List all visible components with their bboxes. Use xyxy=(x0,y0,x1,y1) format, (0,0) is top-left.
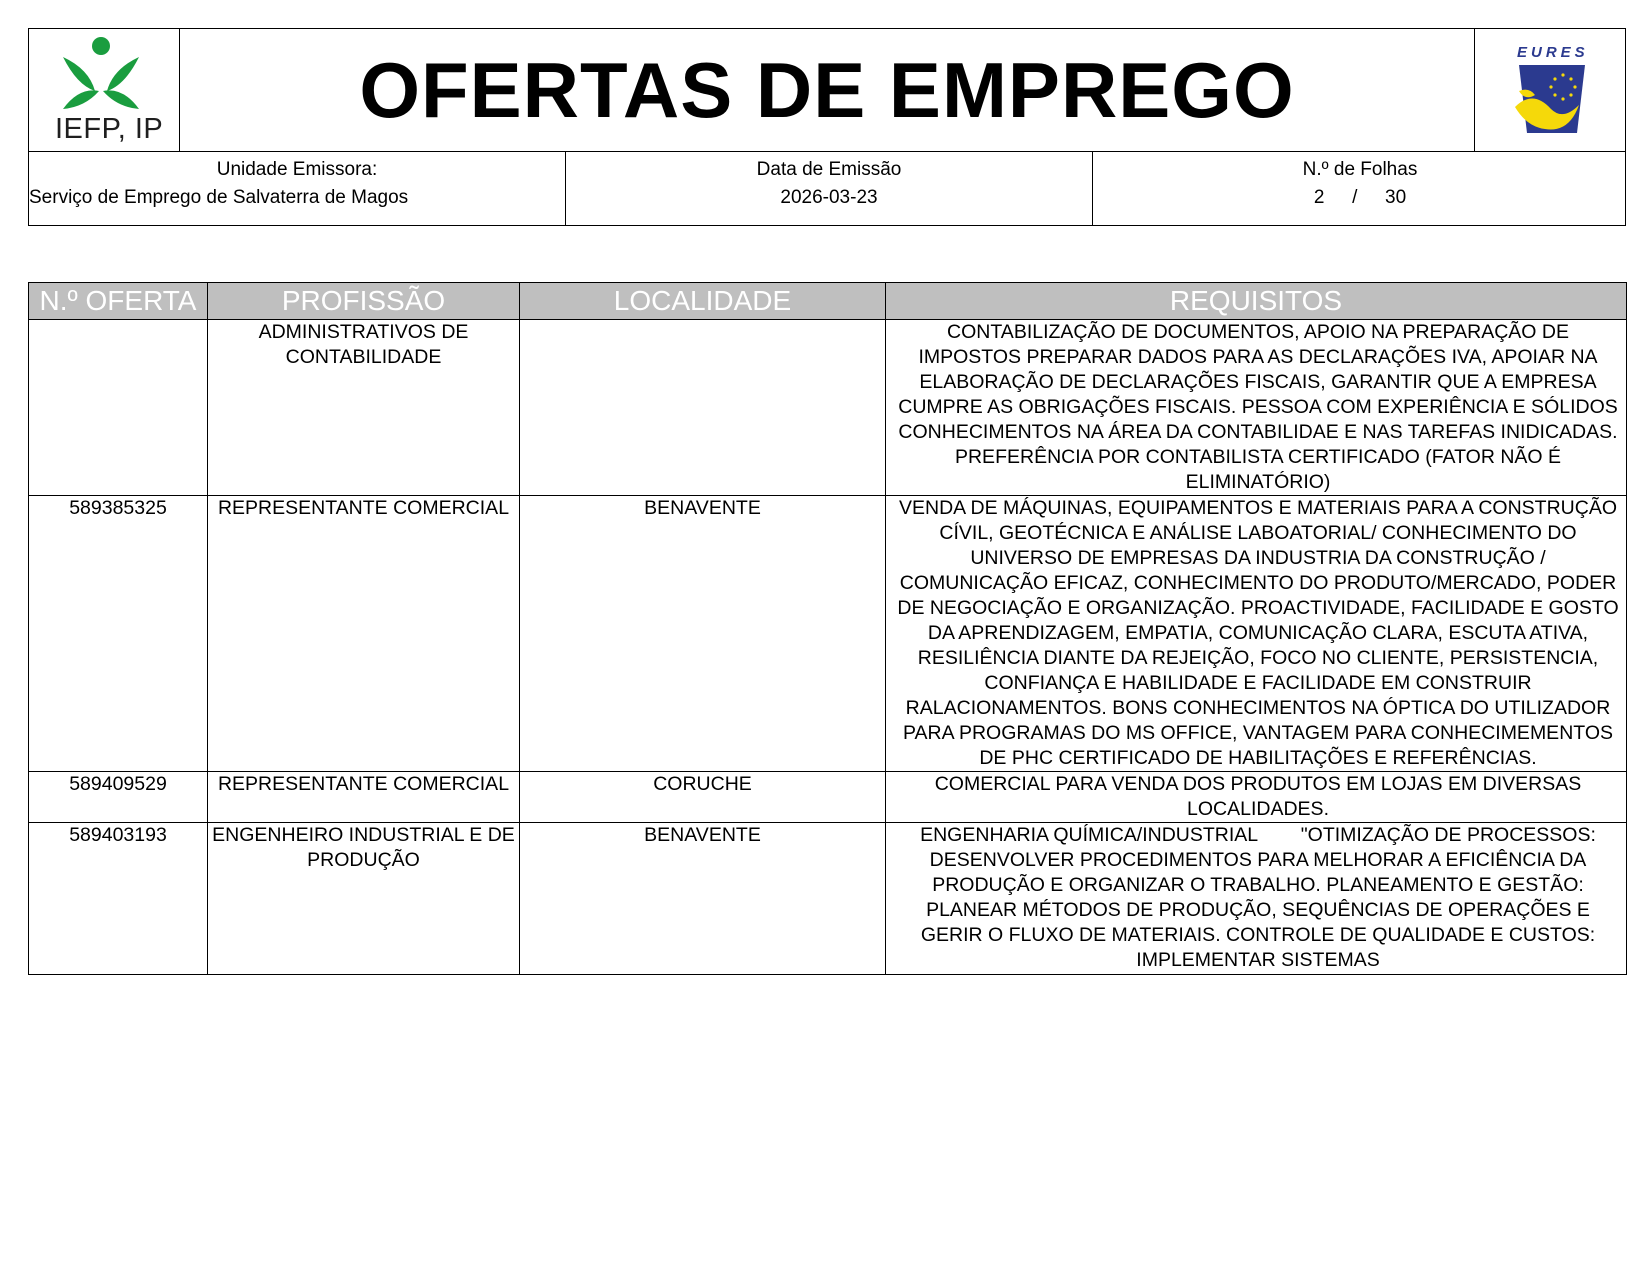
cell-profissao: ENGENHEIRO INDUSTRIAL E DE PRODUÇÃO xyxy=(208,823,520,975)
folhas-total: 30 xyxy=(1385,187,1407,208)
data-emissao-label: Data de Emissão xyxy=(756,159,902,180)
header-info-row xyxy=(29,151,1625,226)
cell-oferta xyxy=(29,320,208,496)
numero-folhas-label: N.º de Folhas xyxy=(1302,159,1418,180)
iefp-logo-text: IEFP, IP xyxy=(55,113,164,145)
folhas-current: 2 xyxy=(1313,187,1325,208)
cell-profissao: REPRESENTANTE COMERCIAL xyxy=(208,496,520,772)
cell-oferta: 589385325 xyxy=(29,496,208,772)
table-row xyxy=(29,823,1627,975)
unidade-emissora-cell xyxy=(29,151,566,226)
eures-logo-icon xyxy=(1475,29,1625,151)
cell-requisitos: COMERCIAL PARA VENDA DOS PRODUTOS EM LOJAS EM DIVERSAS LOCALIDADES. xyxy=(886,772,1627,823)
job-offers-table xyxy=(28,282,1627,975)
unidade-emissora-label: Unidade Emissora: xyxy=(216,159,378,180)
eures-logo-text: EURES xyxy=(1517,44,1589,61)
cell-oferta: 589403193 xyxy=(29,823,208,975)
cell-profissao: ADMINISTRATIVOS DE CONTABILIDADE xyxy=(208,320,520,496)
iefp-logo xyxy=(29,29,180,151)
numero-folhas-cell xyxy=(1093,151,1627,226)
col-header-profissao: PROFISSÃO xyxy=(208,283,520,320)
numero-folhas-value xyxy=(1093,187,1627,209)
col-header-oferta: N.º OFERTA xyxy=(29,283,208,320)
header-title-row xyxy=(29,29,1625,152)
cell-requisitos: CONTABILIZAÇÃO DE DOCUMENTOS, APOIO NA PREPARAÇÃO DE IMPOSTOS PREPARAR DADOS PARA AS DECLARAÇÕES IVA, APOIAR NA ELABORAÇÃO DE DECLARAÇÕES FISCAIS, GARANTIR QUE A EMPRESA CUMPRE AS OBRIGAÇÕES FISCAIS. PESSOA COM EXPERIÊNCIA E SÓLIDOS CONHECIMENTOS NA ÁREA DA CONTABILIDAE E NAS TAREFAS INIDICADAS. PREFERÊNCIA POR CONTABILISTA CERTIFICADO (FATOR NÃO É ELIMINATÓRIO) xyxy=(886,320,1627,496)
data-emissao-cell xyxy=(566,151,1093,226)
unidade-emissora-value: Serviço de Emprego de Salvaterra de Magos xyxy=(29,187,409,208)
cell-localidade: CORUCHE xyxy=(520,772,886,823)
table-row xyxy=(29,320,1627,496)
cell-oferta: 589409529 xyxy=(29,772,208,823)
col-header-requisitos: REQUISITOS xyxy=(886,283,1627,320)
cell-localidade xyxy=(520,320,886,496)
page-title: OFERTAS DE EMPREGO xyxy=(359,45,1295,134)
cell-profissao: REPRESENTANTE COMERCIAL xyxy=(208,772,520,823)
col-header-localidade: LOCALIDADE xyxy=(520,283,886,320)
cell-localidade: BENAVENTE xyxy=(520,496,886,772)
folhas-separator: / xyxy=(1352,187,1358,208)
cell-requisitos: ENGENHARIA QUÍMICA/INDUSTRIAL "OTIMIZAÇÃO DE PROCESSOS: DESENVOLVER PROCEDIMENTOS PARA MELHORAR A EFICIÊNCIA DA PRODUÇÃO E ORGANIZAR O TRABALHO. PLANEAMENTO E GESTÃO: PLANEAR MÉTODOS DE PRODUÇÃO, SEQUÊNCIAS DE OPERAÇÕES E GERIR O FLUXO DE MATERIAIS. CONTROLE DE QUALIDADE E CUSTOS: IMPLEMENTAR SISTEMAS xyxy=(886,823,1627,975)
table-row xyxy=(29,772,1627,823)
data-emissao-value: 2026-03-23 xyxy=(780,187,878,208)
cell-requisitos: VENDA DE MÁQUINAS, EQUIPAMENTOS E MATERIAIS PARA A CONSTRUÇÃO CÍVIL, GEOTÉCNICA E ANÁLISE LABOATORIAL/ CONHECIMENTO DO UNIVERSO DE EMPRESAS DA INDUSTRIA DA CONSTRUÇÃO / COMUNICAÇÃO EFICAZ, CONHECIMENTO DO PRODUTO/MERCADO, PODER DE NEGOCIAÇÃO E ORGANIZAÇÃO. PROACTIVIDADE, FACILIDADE E GOSTO DA APRENDIZAGEM, EMPATIA, COMUNICAÇÃO CLARA, ESCUTA ATIVA, RESILIÊNCIA DIANTE DA REJEIÇÃO, FOCO NO CLIENTE, PERSISTENCIA, CONFIANÇA E HABILIDADE E FACILIDADE EM CONSTRUIR RALACIONAMENTOS. BONS CONHECIMENTOS NA ÓPTICA DO UTILIZADOR PARA PROGRAMAS DO MS OFFICE, VANTAGEM PARA CONHECIMEMENTOS DE PHC CERTIFICADO DE HABILITAÇÕES E REFERÊNCIAS. xyxy=(886,496,1627,772)
table-row xyxy=(29,496,1627,772)
cell-localidade: BENAVENTE xyxy=(520,823,886,975)
eures-logo xyxy=(1474,29,1625,151)
document-header xyxy=(28,28,1626,226)
table-header-row xyxy=(29,283,1627,320)
